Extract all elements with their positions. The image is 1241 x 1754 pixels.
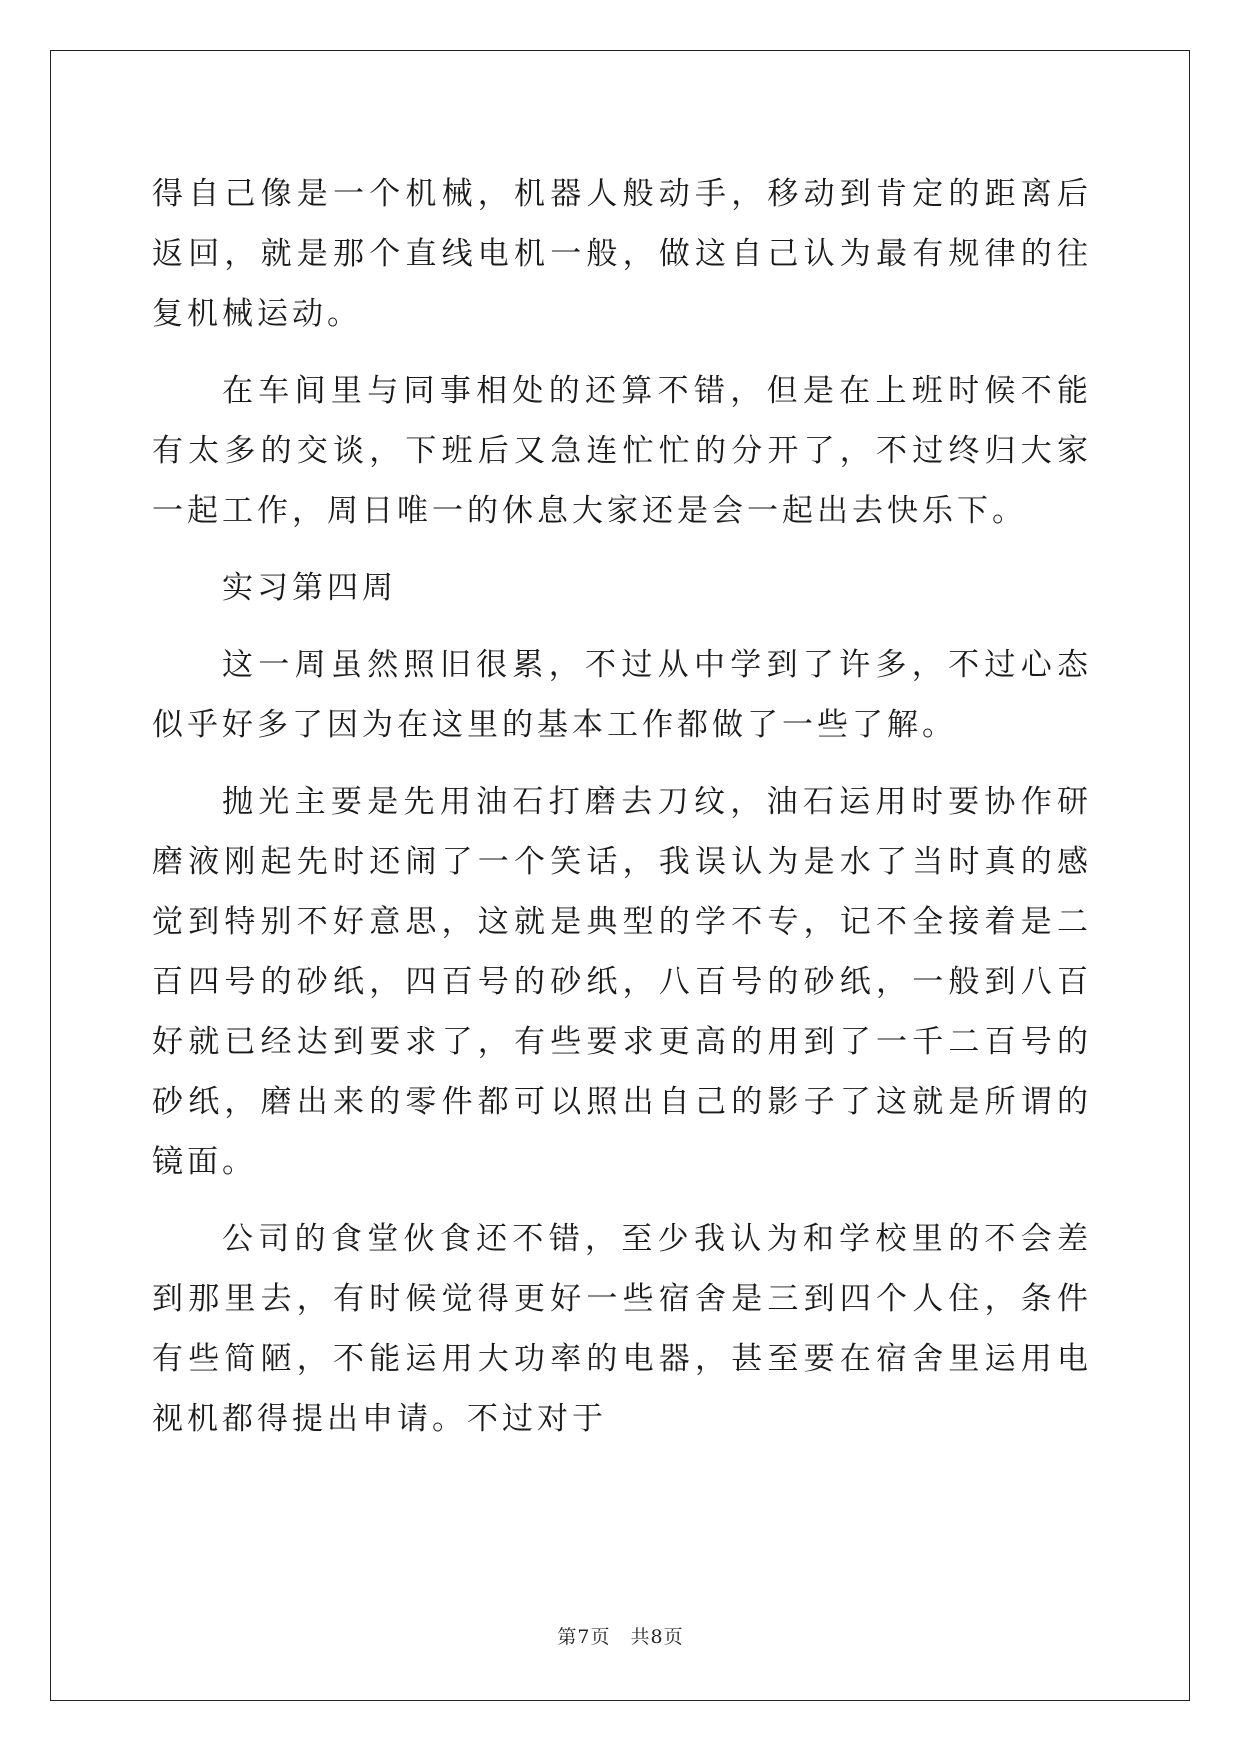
document-body [152,164,1092,1449]
paragraph-5: 公司的食堂伙食还不错，至少我认为和学校里的不会差到那里去，有时候觉得更好一些宿舍是三到四个人住，条件有些简陋，不能运用大功率的电器，甚至要在宿舍里运用电视机都得提出申请。不过对于 [152,1221,1092,1437]
section-heading: 实习第四周 [222,570,397,606]
page-number: 第7页 共8页 [557,1626,684,1648]
paragraph-1: 得自己像是一个机械，机器人般动手，移动到肯定的距离后返回，就是那个直线电机一般，做这自己认为最有规律的往复机械运动。 [152,176,1092,332]
paragraph-2: 在车间里与同事相处的还算不错，但是在上班时候不能有太多的交谈，下班后又急连忙忙的分开了，不过终归大家一起工作，周日唯一的休息大家还是会一起出去快乐下。 [152,373,1092,529]
paragraph-4: 抛光主要是先用油石打磨去刀纹，油石运用时要协作研磨液刚起先时还闹了一个笑话，我误认为是水了当时真的感觉到特别不好意思，这就是典型的学不专，记不全接着是二百四号的砂纸，四百号的砂纸，八百号的砂纸，一般到八百好就已经达到要求了，有些要求更高的用到了一千二百号的砂纸，磨出来的零件都可以照出自己的影子了这就是所谓的镜面。 [152,784,1092,1180]
paragraph-3: 这一周虽然照旧很累，不过从中学到了许多，不过心态似乎好多了因为在这里的基本工作都做了一些了解。 [152,647,1092,743]
